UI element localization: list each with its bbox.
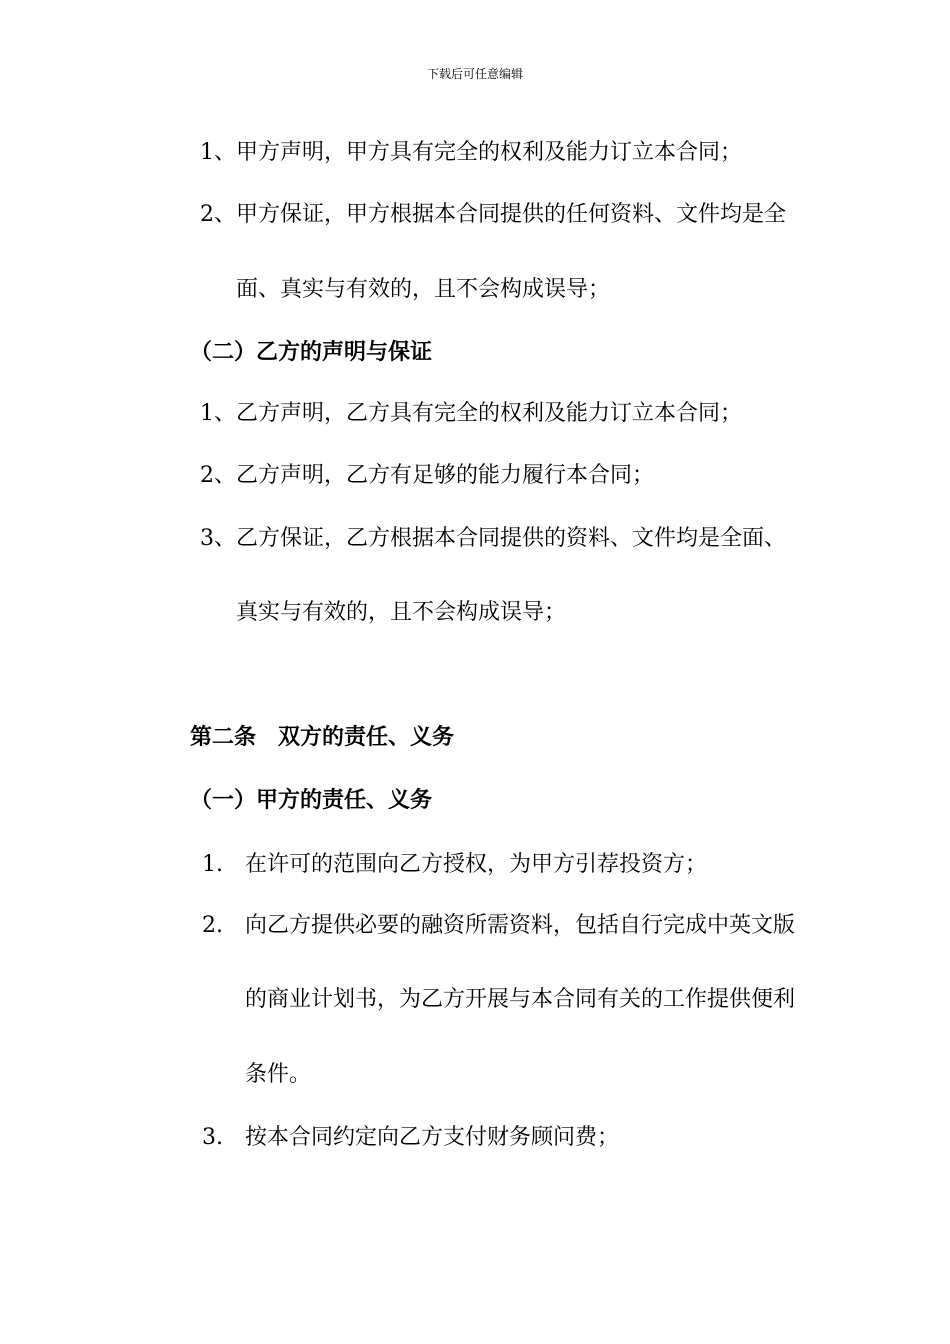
duty-1-number: 1.: [202, 852, 223, 877]
party-b-statement-2: 2、乙方声明，乙方有足够的能力履行本合同；: [200, 463, 654, 488]
party-b-statement-3-line1: 3、乙方保证，乙方根据本合同提供的资料、文件均是全面、: [200, 526, 786, 551]
party-a-statement-2-line1: 2、甲方保证，甲方根据本合同提供的任何资料、文件均是全: [200, 202, 786, 227]
article-2-heading: 第二条 双方的责任、义务: [190, 725, 455, 750]
party-b-statement-1: 1、乙方声明，乙方具有完全的权利及能力订立本合同；: [200, 401, 742, 426]
party-a-statement-1: 1、甲方声明，甲方具有完全的权利及能力订立本合同；: [200, 140, 742, 165]
duty-2-text-line1: 向乙方提供必要的融资所需资料，包括自行完成中英文版: [245, 913, 796, 938]
duty-1-text: 在许可的范围向乙方授权，为甲方引荐投资方；: [245, 852, 708, 877]
duty-2-number: 2.: [202, 913, 223, 938]
duty-3-text: 按本合同约定向乙方支付财务顾问费；: [245, 1125, 620, 1150]
duty-2-text-line3: 条件。: [245, 1062, 312, 1087]
page-header: 下载后可任意编辑: [426, 67, 523, 81]
party-b-section-heading: （二）乙方的声明与保证: [190, 340, 433, 365]
duty-3-number: 3.: [202, 1125, 223, 1150]
party-a-duties-heading: （一）甲方的责任、义务: [190, 788, 433, 813]
party-a-statement-2-line2: 面、真实与有效的，且不会构成误导；: [236, 277, 611, 302]
duty-2-text-line2: 的商业计划书，为乙方开展与本合同有关的工作提供便利: [245, 987, 796, 1012]
party-b-statement-3-line2: 真实与有效的，且不会构成误导；: [236, 600, 567, 625]
